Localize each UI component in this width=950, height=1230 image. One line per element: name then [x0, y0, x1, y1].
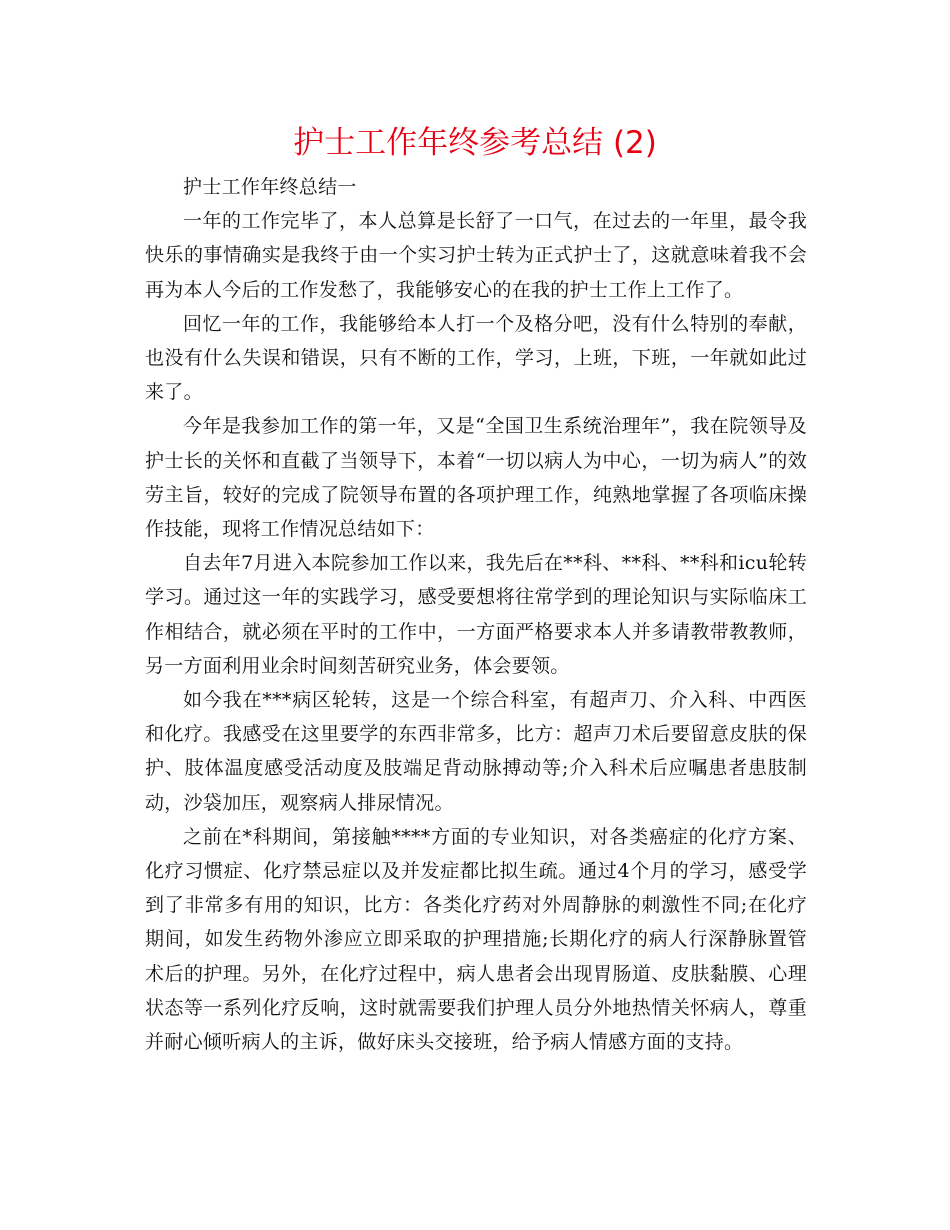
document-body [145, 170, 807, 1059]
paragraph: 自去年7月进入本院参加工作以来，我先后在**科、**科、**科和icu轮转学习。通过这一年的实践学习，感受要想将往常学到的理论知识与实际临床工作相结合，就必须在平时的工作中，一方面严格要求本人并多请教带教教师，另一方面利用业余时间刻苦研究业务，体会要领。 [145, 552, 807, 677]
document-title: 护士工作年终参考总结 (2) [293, 125, 657, 161]
section-heading: 护士工作年终总结一 [183, 176, 357, 198]
paragraph: 一年的工作完毕了，本人总算是长舒了一口气，在过去的一年里，最令我快乐的事情确实是我终于由一个实习护士转为正式护士了，这就意味着我不会再为本人今后的工作发愁了，我能够安心的在我的护士工作上工作了。 [145, 210, 807, 301]
paragraph: 回忆一年的工作，我能够给本人打一个及格分吧，没有什么特别的奉献，也没有什么失误和错误，只有不断的工作，学习，上班，下班，一年就如此过来了。 [145, 312, 807, 404]
paragraph: 之前在*科期间，第接触****方面的专业知识，对各类癌症的化疗方案、化疗习惯症、化疗禁忌症以及并发症都比拟生疏。通过4个月的学习，感受学到了非常多有用的知识，比方：各类化疗药对外周静脉的刺激性不同;在化疗期间，如发生药物外渗应立即采取的护理措施;长期化疗的病人行深静脉置管术后的护理。另外，在化疗过程中，病人患者会出现胃肠道、皮肤黏膜、心理状态等一系列化疗反响，这时就需要我们护理人员分外地热情关怀病人，尊重并耐心倾听病人的主诉，做好床头交接班，给予病人情感方面的支持。 [145, 825, 807, 1054]
paragraph: 今年是我参加工作的第一年，又是“全国卫生系统治理年”，我在院领导及护士长的关怀和直截了当领导下，本着“一切以病人为中心，一切为病人”的效劳主旨，较好的完成了院领导布置的各项护理工作，纯熟地掌握了各项临床操作技能，现将工作情况总结如下： [145, 415, 807, 541]
paragraph: 如今我在***病区轮转，这是一个综合科室，有超声刀、介入科、中西医和化疗。我感受在这里要学的东西非常多，比方：超声刀术后要留意皮肤的保护、肢体温度感受活动度及肢端足背动脉搏动等;介入科术后应嘱患者患肢制动，沙袋加压，观察病人排尿情况。 [145, 689, 807, 814]
